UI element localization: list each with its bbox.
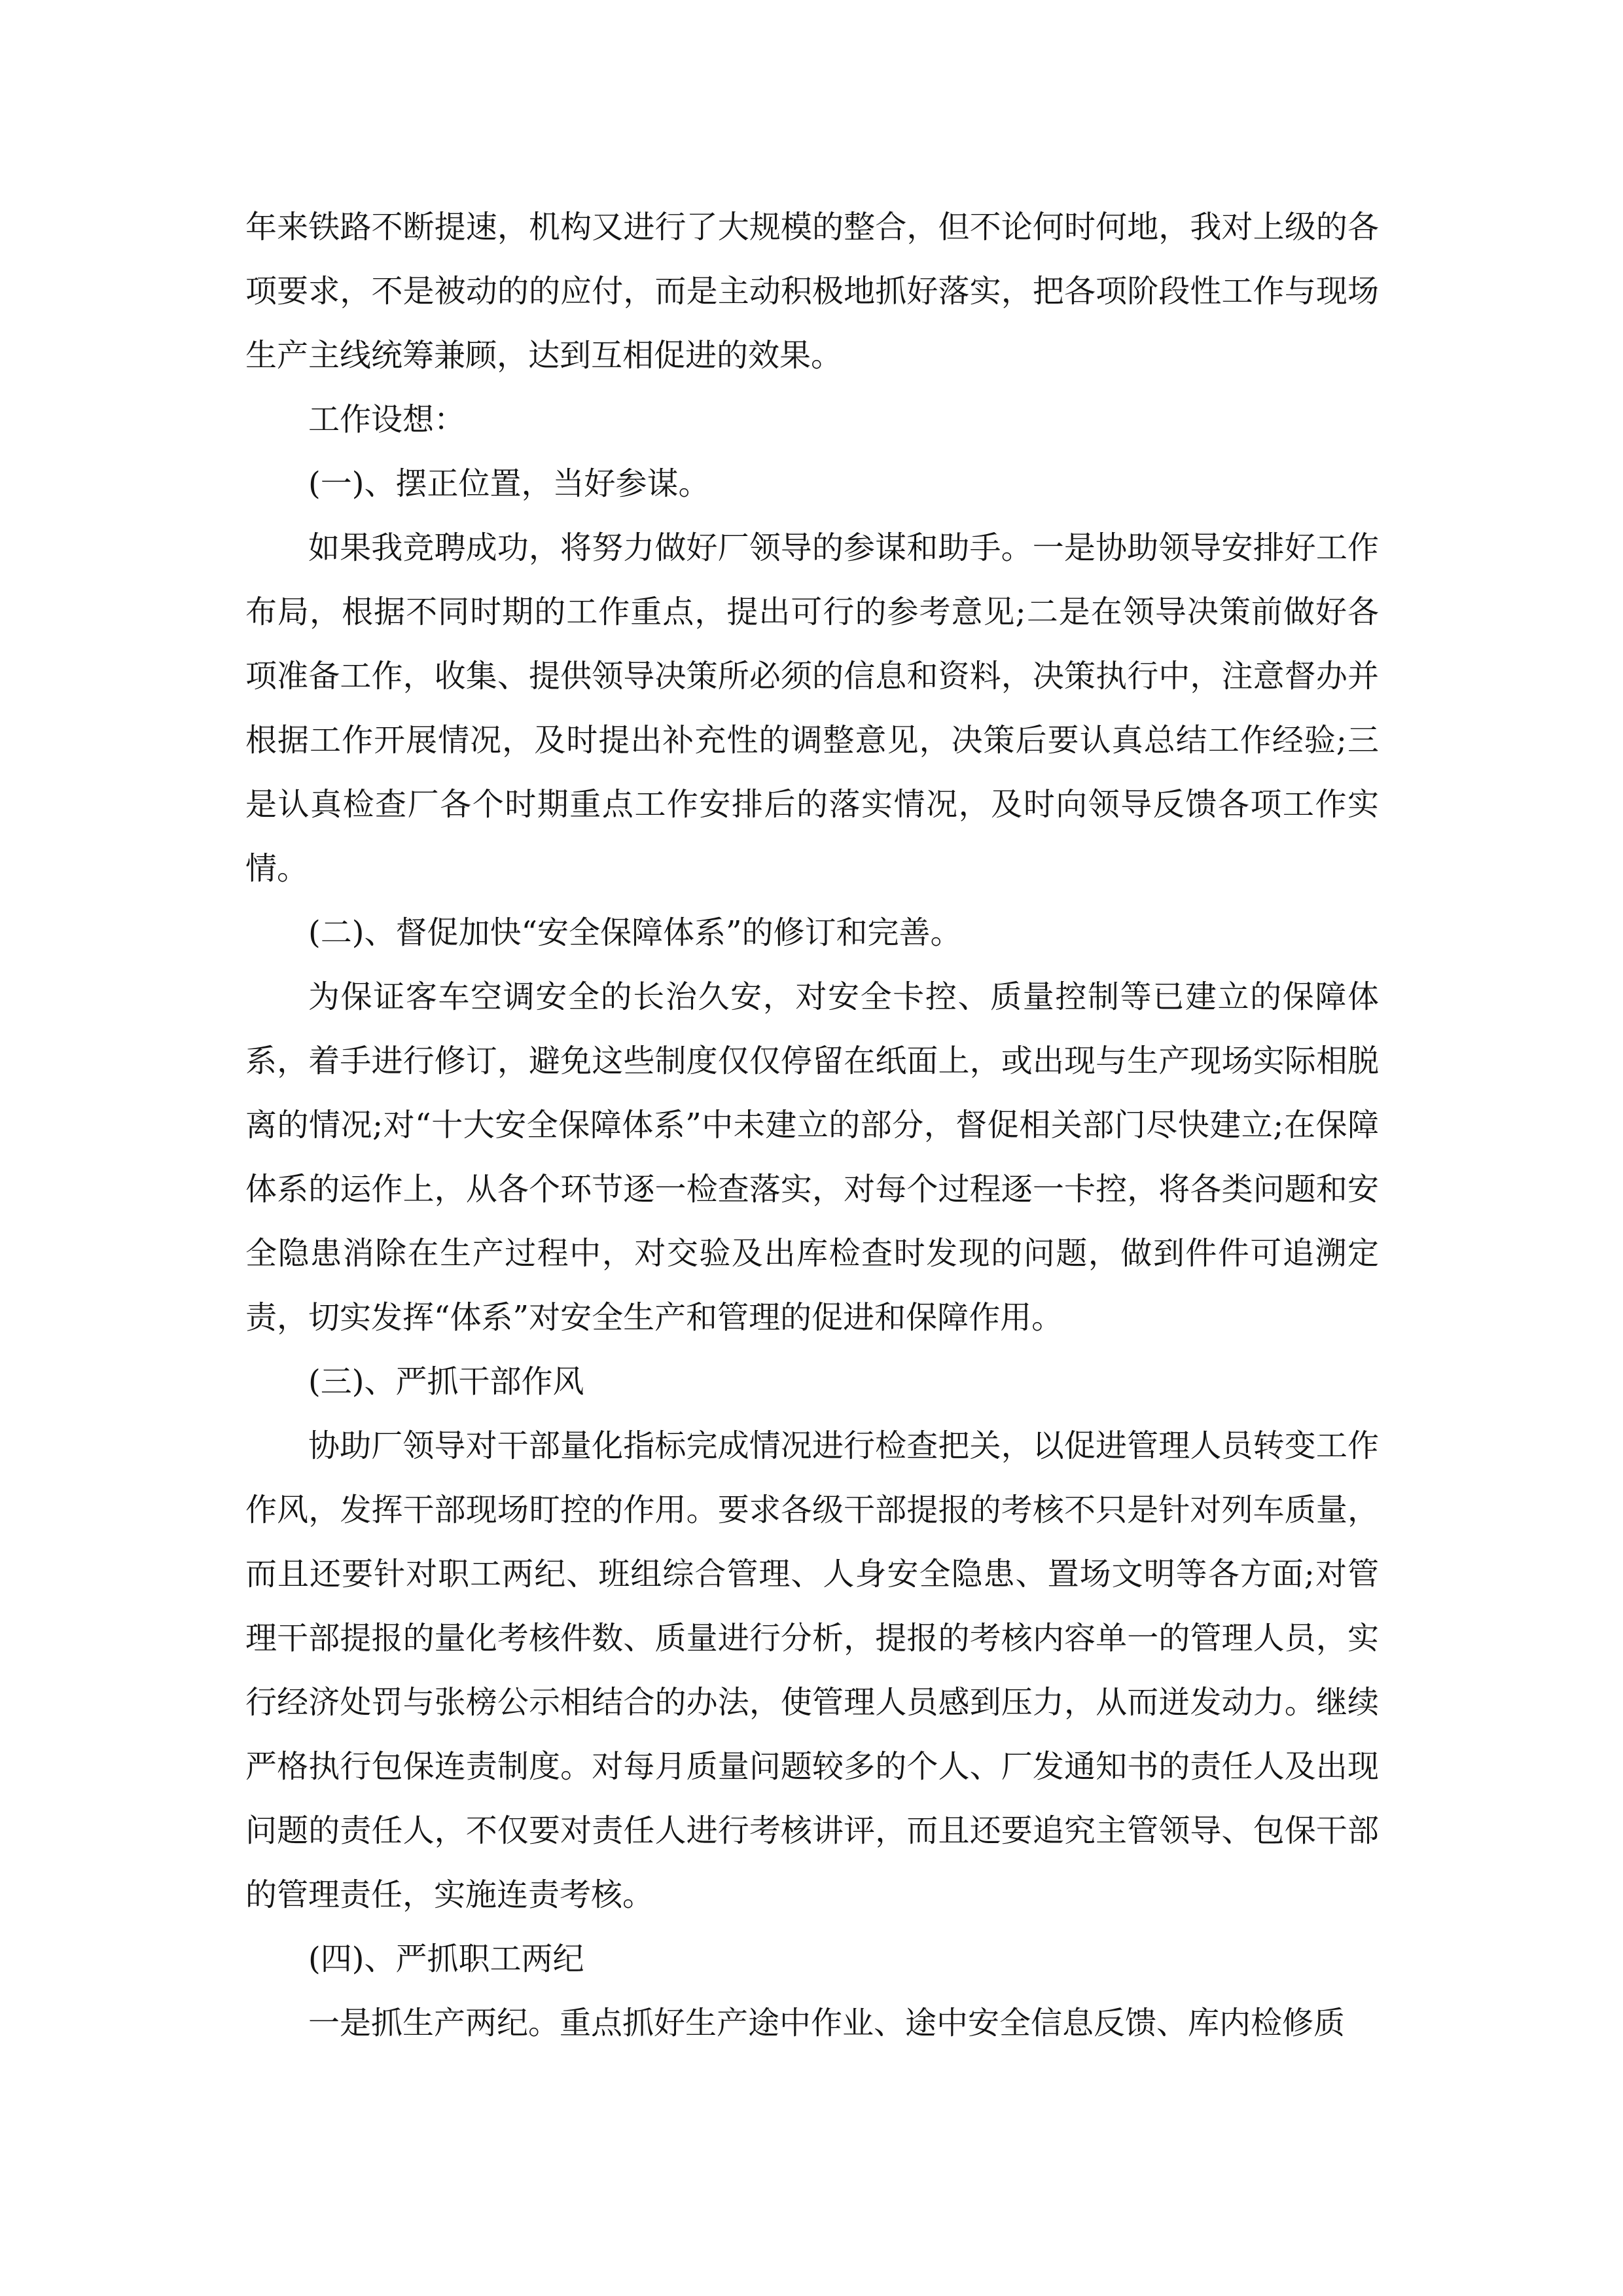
paragraph-section-2: 为保证客车空调安全的长治久安，对安全卡控、质量控制等已建立的保障体系，着手进行修订，避免这些制度仅仅停留在纸面上，或出现与生产现场实际相脱离的情况;对“十大安全保障体系”中未建立的部分，督促相关部门尽快建立;在保障体系的运作上，从各个环节逐一检查落实，对每个过程逐一卡控，将各类问题和安全隐患消除在生产过程中，对交验及出库检查时发现的问题，做到件件可追溯定责，切实发挥“体系”对安全生产和管理的促进和保障作用。 xyxy=(245,978,1379,1336)
section-label-work-plan: 工作设想： xyxy=(308,401,466,438)
paragraph-section-1: 如果我竞聘成功，将努力做好厂领导的参谋和助手。一是协助领导安排好工作布局，根据不同时期的工作重点，提出可行的参考意见;二是在领导决策前做好各项准备工作，收集、提供领导决策所必须的信息和资料，决策执行中，注意督办并根据工作开展情况，及时提出补充性的调整意见，决策后要认真总结工作经验;三是认真检查厂各个时期重点工作安排后的落实情况，及时向领导反馈各项工作实情。 xyxy=(245,529,1379,887)
section-heading-4: (四)、严抓职工两纪 xyxy=(308,1941,584,1977)
paragraph-continuation: 年来铁路不断提速，机构又进行了大规模的整合，但不论何时何地，我对上级的各项要求，不是被动的的应付，而是主动积极地抓好落实，把各项阶段性工作与现场生产主线统筹兼顾，达到互相促进的效果。 xyxy=(245,209,1379,374)
section-heading-2: (二)、督促加快“安全保障体系”的修订和完善。 xyxy=(308,914,962,951)
document-body xyxy=(245,195,1379,2055)
paragraph-section-3: 协助厂领导对干部量化指标完成情况进行检查把关，以促进管理人员转变工作作风，发挥干部现场盯控的作用。要求各级干部提报的考核不只是针对列车质量，而且还要针对职工两纪、班组综合管理、人身安全隐患、置场文明等各方面;对管理干部提报的量化考核件数、质量进行分析，提报的考核内容单一的管理人员，实行经济处罚与张榜公示相结合的办法，使管理人员感到压力，从而迸发动力。继续严格执行包保连责制度。对每月质量问题较多的个人、厂发通知书的责任人及出现问题的责任人，不仅要对责任人进行考核讲评，而且还要追究主管领导、包保干部的管理责任，实施连责考核。 xyxy=(245,1427,1379,1913)
section-heading-3: (三)、严抓干部作风 xyxy=(308,1363,584,1400)
paragraph-section-4: 一是抓生产两纪。重点抓好生产途中作业、途中安全信息反馈、库内检修质 xyxy=(308,2005,1346,2041)
section-heading-1: (一)、摆正位置，当好参谋。 xyxy=(308,465,710,502)
